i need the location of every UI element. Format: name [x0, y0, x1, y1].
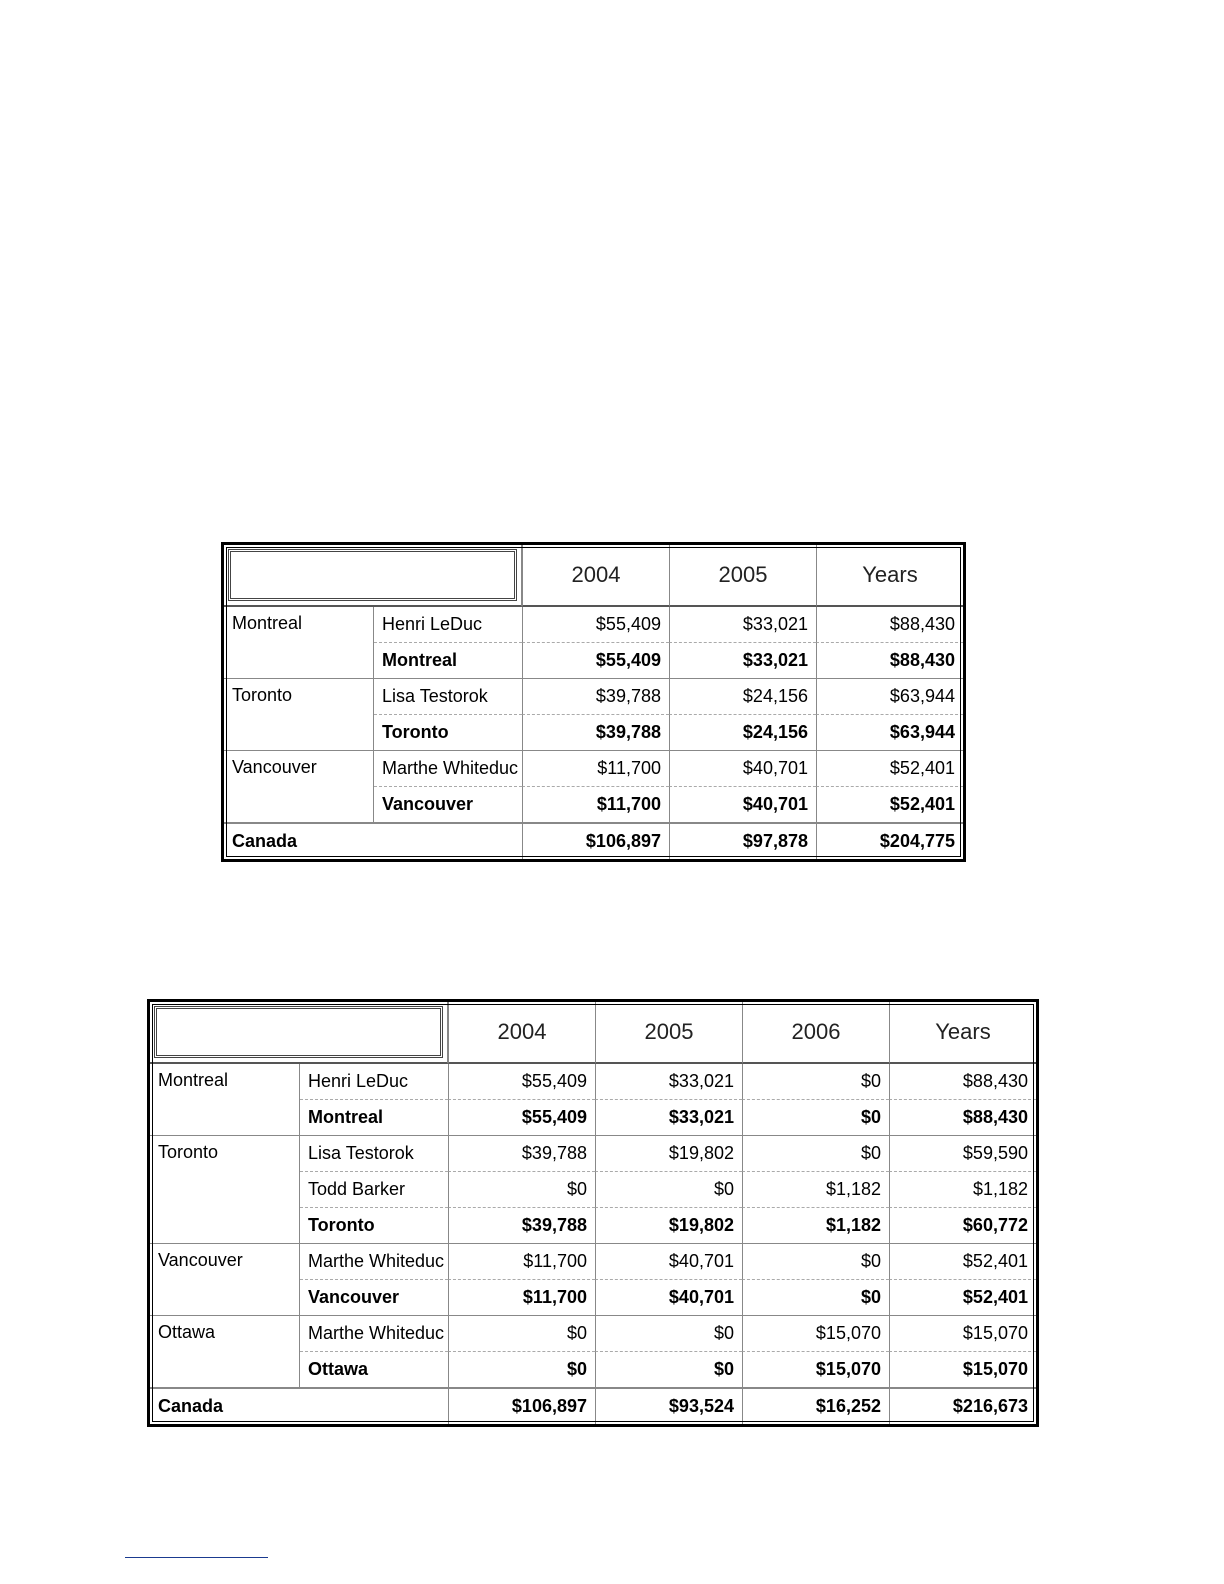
value-cell: $0	[448, 1352, 595, 1388]
value-cell: $15,070	[889, 1316, 1036, 1352]
value-cell: $63,944	[816, 715, 963, 751]
value-cell: $0	[742, 1280, 889, 1316]
value-cell: $88,430	[889, 1064, 1036, 1100]
value-cell: $88,430	[889, 1100, 1036, 1136]
corner-cell	[224, 545, 522, 607]
value-cell: $11,700	[448, 1244, 595, 1280]
column-header: Years	[889, 1002, 1036, 1064]
value-cell: $88,430	[816, 607, 963, 643]
value-cell: $55,409	[522, 643, 669, 679]
value-cell: $33,021	[595, 1100, 742, 1136]
grand-total-value: $106,897	[448, 1388, 595, 1424]
detail-row	[150, 1316, 1036, 1352]
value-cell: $39,788	[522, 715, 669, 751]
value-cell: $63,944	[816, 679, 963, 715]
value-cell: $0	[595, 1316, 742, 1352]
city-cell: Montreal	[150, 1064, 300, 1136]
corner-box	[228, 549, 517, 601]
value-cell: $0	[742, 1244, 889, 1280]
footnote-separator-line	[125, 1557, 268, 1558]
detail-row	[224, 679, 963, 715]
city-cell: Vancouver	[224, 751, 374, 823]
subtotal-label: Vancouver	[300, 1280, 448, 1316]
value-cell: $0	[595, 1352, 742, 1388]
value-cell: $33,021	[669, 607, 816, 643]
column-header: 2006	[742, 1002, 889, 1064]
value-cell: $11,700	[448, 1280, 595, 1316]
grand-total-value: $16,252	[742, 1388, 889, 1424]
value-cell: $15,070	[742, 1352, 889, 1388]
city-cell: Toronto	[224, 679, 374, 751]
salesperson-name: Henri LeDuc	[374, 607, 522, 643]
value-cell: $52,401	[889, 1280, 1036, 1316]
value-cell: $39,788	[522, 679, 669, 715]
salesperson-name: Henri LeDuc	[300, 1064, 448, 1100]
value-cell: $0	[742, 1064, 889, 1100]
column-header: 2005	[595, 1002, 742, 1064]
detail-row	[150, 1244, 1036, 1280]
value-cell: $15,070	[742, 1316, 889, 1352]
value-cell: $33,021	[595, 1064, 742, 1100]
value-cell: $0	[742, 1100, 889, 1136]
salesperson-name: Lisa Testorok	[374, 679, 522, 715]
header-row	[224, 545, 963, 607]
salesperson-name: Lisa Testorok	[300, 1136, 448, 1172]
grand-total-label: Canada	[150, 1388, 448, 1424]
crosstab-2004-2005	[221, 542, 966, 862]
subtotal-label: Montreal	[300, 1100, 448, 1136]
grand-total-value: $216,673	[889, 1388, 1036, 1424]
city-cell: Toronto	[150, 1136, 300, 1244]
value-cell: $1,182	[742, 1208, 889, 1244]
city-cell: Ottawa	[150, 1316, 300, 1388]
column-header: 2005	[669, 545, 816, 607]
subtotal-label: Vancouver	[374, 787, 522, 823]
salesperson-name: Marthe Whiteduc	[300, 1244, 448, 1280]
value-cell: $0	[448, 1172, 595, 1208]
value-cell: $1,182	[889, 1172, 1036, 1208]
value-cell: $52,401	[816, 751, 963, 787]
value-cell: $39,788	[448, 1208, 595, 1244]
value-cell: $24,156	[669, 679, 816, 715]
grand-total-value: $204,775	[816, 823, 963, 859]
detail-row	[224, 751, 963, 787]
column-header: 2004	[522, 545, 669, 607]
salesperson-name: Marthe Whiteduc	[300, 1316, 448, 1352]
value-cell: $15,070	[889, 1352, 1036, 1388]
value-cell: $88,430	[816, 643, 963, 679]
value-cell: $39,788	[448, 1136, 595, 1172]
value-cell: $52,401	[889, 1244, 1036, 1280]
value-cell: $40,701	[595, 1280, 742, 1316]
grand-total-value: $93,524	[595, 1388, 742, 1424]
value-cell: $0	[595, 1172, 742, 1208]
value-cell: $60,772	[889, 1208, 1036, 1244]
detail-row	[224, 607, 963, 643]
value-cell: $24,156	[669, 715, 816, 751]
value-cell: $0	[742, 1136, 889, 1172]
value-cell: $11,700	[522, 751, 669, 787]
value-cell: $1,182	[742, 1172, 889, 1208]
city-cell: Montreal	[224, 607, 374, 679]
value-cell: $40,701	[669, 751, 816, 787]
column-header: Years	[816, 545, 963, 607]
grand-total-value: $106,897	[522, 823, 669, 859]
city-cell: Vancouver	[150, 1244, 300, 1316]
grand-total-row	[224, 823, 963, 859]
corner-box	[154, 1006, 443, 1058]
value-cell: $55,409	[448, 1100, 595, 1136]
value-cell: $19,802	[595, 1208, 742, 1244]
subtotal-label: Toronto	[374, 715, 522, 751]
corner-cell	[150, 1002, 448, 1064]
value-cell: $52,401	[816, 787, 963, 823]
subtotal-label: Ottawa	[300, 1352, 448, 1388]
value-cell: $55,409	[448, 1064, 595, 1100]
value-cell: $11,700	[522, 787, 669, 823]
subtotal-label: Toronto	[300, 1208, 448, 1244]
value-cell: $19,802	[595, 1136, 742, 1172]
value-cell: $33,021	[669, 643, 816, 679]
grand-total-value: $97,878	[669, 823, 816, 859]
salesperson-name: Marthe Whiteduc	[374, 751, 522, 787]
header-row	[150, 1002, 1036, 1064]
crosstab-2004-2006	[147, 999, 1039, 1427]
value-cell: $55,409	[522, 607, 669, 643]
value-cell: $59,590	[889, 1136, 1036, 1172]
grand-total-label: Canada	[224, 823, 522, 859]
value-cell: $40,701	[669, 787, 816, 823]
salesperson-name: Todd Barker	[300, 1172, 448, 1208]
column-header: 2004	[448, 1002, 595, 1064]
subtotal-label: Montreal	[374, 643, 522, 679]
value-cell: $0	[448, 1316, 595, 1352]
grand-total-row	[150, 1388, 1036, 1424]
value-cell: $40,701	[595, 1244, 742, 1280]
detail-row	[150, 1064, 1036, 1100]
detail-row	[150, 1136, 1036, 1172]
